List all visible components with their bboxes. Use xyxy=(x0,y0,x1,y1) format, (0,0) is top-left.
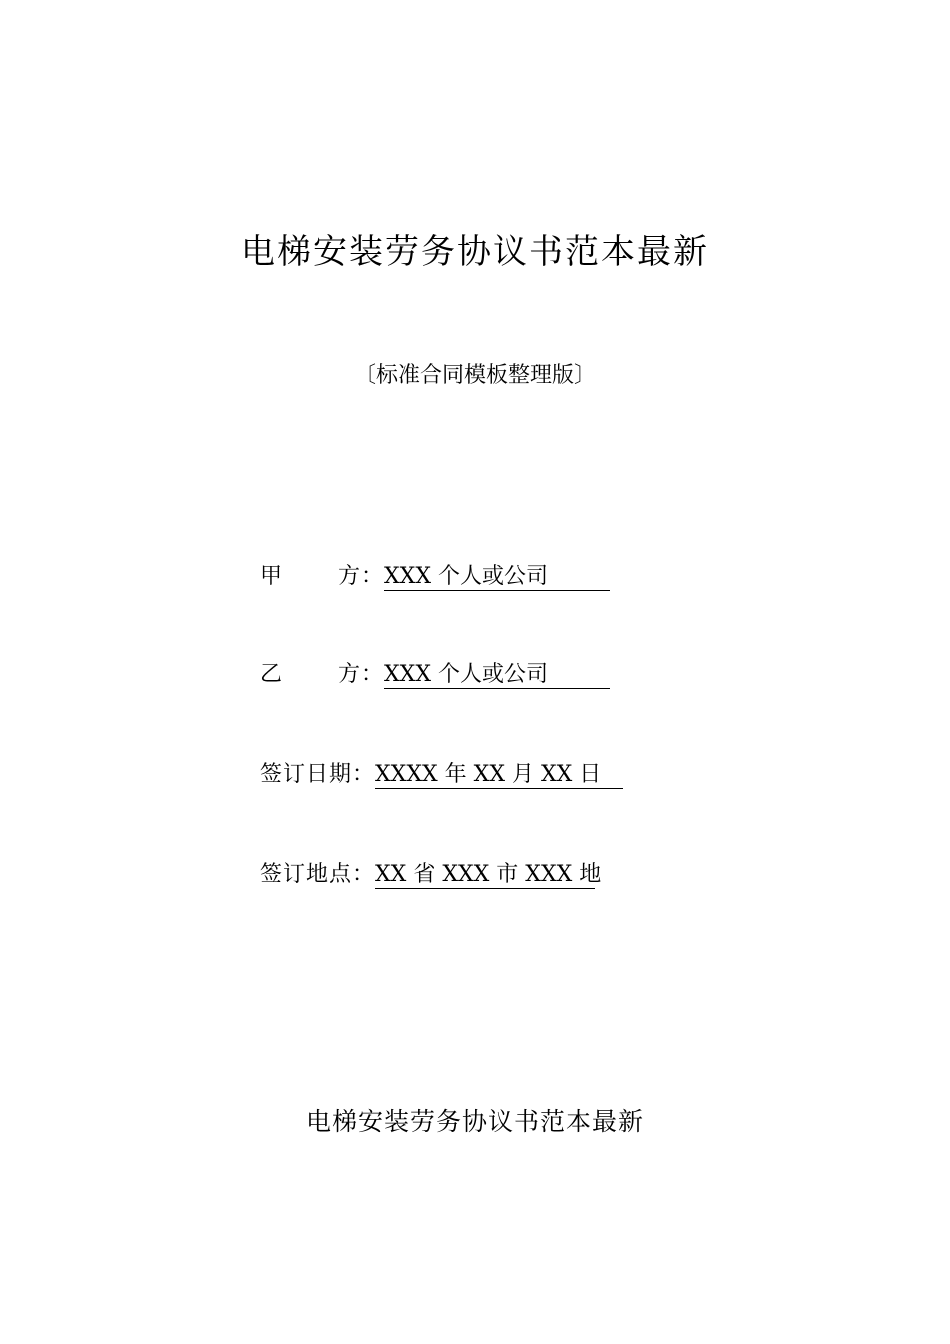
party-a-label-char: 甲 xyxy=(260,564,284,589)
signing-date-field xyxy=(260,760,623,790)
signing-place-label: 签订地点： xyxy=(260,862,376,887)
party-a-label-suffix: 方： xyxy=(338,564,385,589)
party-b-value: XXX 个人或公司 xyxy=(384,662,610,689)
signing-date-value: XXXX 年 XX 月 XX 日 xyxy=(375,762,623,789)
party-b-label-suffix: 方： xyxy=(338,662,385,687)
party-b-label-char: 乙 xyxy=(260,662,284,687)
signing-place-field xyxy=(260,860,602,890)
party-b-field xyxy=(260,660,610,690)
document-subtitle: 〔标准合同模板整理版〕 xyxy=(353,363,596,388)
party-a-value: XXX 个人或公司 xyxy=(384,564,610,591)
document-title: 电梯安装劳务协议书范本最新 xyxy=(241,232,709,272)
footer-title: 电梯安装劳务协议书范本最新 xyxy=(305,1107,644,1136)
signing-date-label: 签订日期： xyxy=(260,762,376,787)
signing-place-value: XX 省 XXX 市 XXX 地 xyxy=(375,862,602,887)
party-a-field xyxy=(260,562,610,592)
